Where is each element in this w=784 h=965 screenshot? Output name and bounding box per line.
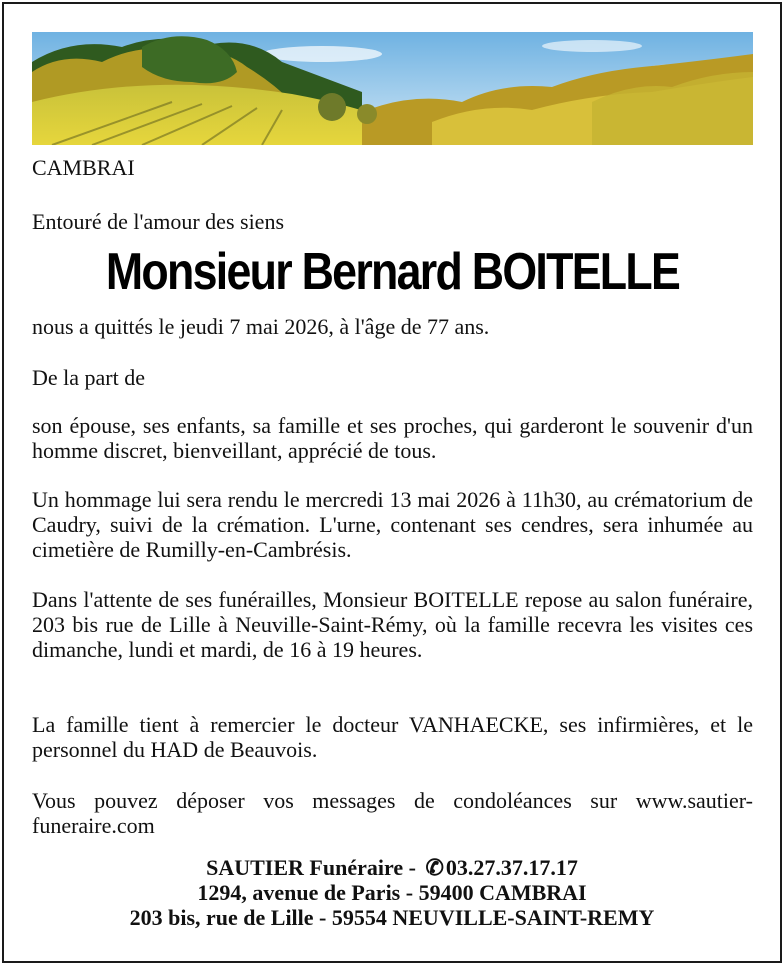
footer-address-1: 1294, avenue de Paris - 59400 CAMBRAI xyxy=(197,880,587,905)
thanks-paragraph: La famille tient à remercier le docteur VANHAECKE, ses infirmières, et le personnel du HAD de Beauvois. xyxy=(32,712,753,762)
condolences-paragraph: Vous pouvez déposer vos messages de condoléances sur www.sautier-funeraire.com xyxy=(32,788,753,838)
company-name: SAUTIER Funéraire - xyxy=(206,855,416,880)
ceremony-paragraph: Un hommage lui sera rendu le mercredi 13 mai 2026 à 11h30, au crématorium de Caudry, suivi de la crémation. L'urne, contenant ses cendres, sera inhumée au cimetière de Rumilly-en-Cambrésis. xyxy=(32,487,753,562)
city-heading: CAMBRAI xyxy=(32,155,135,180)
footer-line-company xyxy=(0,855,784,880)
footer-address-2: 203 bis, rue de Lille - 59554 NEUVILLE-SAINT-REMY xyxy=(129,905,655,930)
vineyard-banner-image xyxy=(32,32,753,145)
rest-paragraph: Dans l'attente de ses funérailles, Monsieur BOITELLE repose au salon funéraire, 203 bis rue de Lille à Neuville-Saint-Rémy, où la famille recevra les visites ces dimanche, lundi et mardi, de 16 à 19 heures. xyxy=(32,587,753,662)
intro-text: Entouré de l'amour des siens xyxy=(32,209,285,234)
funeral-home-footer xyxy=(0,855,784,930)
phone-icon: ✆ xyxy=(425,855,444,880)
deceased-name: Monsieur Bernard BOITELLE xyxy=(105,243,680,301)
family-paragraph: son épouse, ses enfants, sa famille et ses proches, qui garderont le souvenir d'un homme discret, bienveillant, apprécié de tous. xyxy=(32,413,753,463)
death-announcement: nous a quittés le jeudi 7 mai 2026, à l'âge de 77 ans. xyxy=(32,314,490,339)
from-label: De la part de xyxy=(32,365,145,390)
phone-number: 03.27.37.17.17 xyxy=(445,855,578,880)
